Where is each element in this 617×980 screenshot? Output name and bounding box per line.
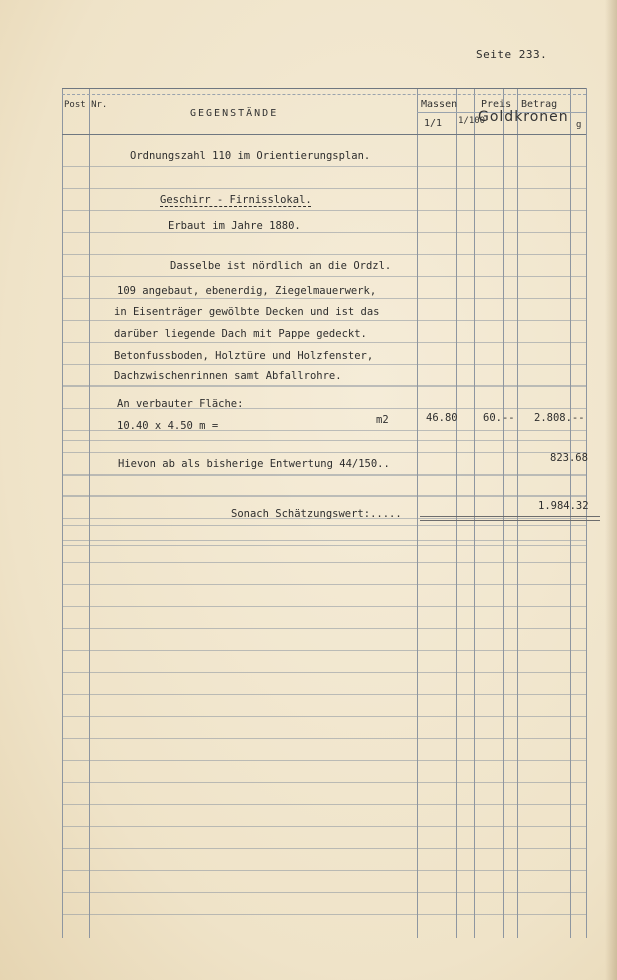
ruled-line [62,475,586,476]
post-nr-label: Post Nr. [64,100,108,110]
ruled-line [62,385,586,386]
ruled-line [62,672,586,673]
unit-m2: m2 [376,414,389,426]
description-line-6: Dachzwischenrinnen samt Abfallrohre. [114,370,342,382]
preis-value: 60.-- [483,412,515,424]
ruled-line [62,782,586,783]
erbaut-line: Erbaut im Jahre 1880. [168,220,301,232]
header-top-line [62,88,586,89]
flaeche-calculation: 10.40 x 4.50 m = [117,420,219,432]
ruled-line [62,320,586,321]
description-line-1: Dasselbe ist nördlich an die Ordzl. [170,260,392,272]
ruled-line [62,804,586,805]
flaeche-label: An verbauter Fläche: [117,398,244,410]
col-divider-post [89,88,90,938]
ordnungszahl-line: Ordnungszahl 110 im Orientierungsplan. [130,150,371,162]
betrag-g-label: g [576,120,582,130]
ruled-line [62,606,586,607]
ruled-line [62,495,586,496]
massen-sub-1: 1/1 [424,118,443,129]
schaetzungswert-label: Sonach Schätzungswert:..... [231,508,402,520]
ruled-line [62,892,586,893]
col-divider-betrag [517,88,518,938]
ruled-line [62,254,586,255]
betrag-value: 2.808.-- [534,412,585,424]
ruled-line [62,650,586,651]
ruled-line [62,364,586,365]
betrag-header: Betrag [521,99,558,110]
ruled-line [62,914,586,915]
table-border-right [586,88,587,938]
ruled-line [62,562,586,563]
gegenstaende-header: GEGENSTÄNDE [190,108,279,119]
ruled-line [62,826,586,827]
ruled-line [62,848,586,849]
massen-header: Massen [421,99,458,110]
ruled-line [62,694,586,695]
entwertung-value: 823.68 [550,452,588,464]
description-line-5: Betonfussboden, Holztüre und Holzfenster, [114,350,374,362]
description-line-3: in Eisenträger gewölbte Decken und ist das [114,306,380,318]
description-line-4: darüber liegende Dach mit Pappe gedeckt. [114,328,367,340]
ruled-line [62,276,586,277]
ruled-line [62,188,586,189]
ruled-line [62,210,586,211]
ruled-line [62,166,586,167]
page-number: Seite 233. [476,48,548,61]
ruled-line [62,232,586,233]
col-divider-betrag-sub [570,88,571,938]
ruled-line [62,628,586,629]
ruled-line [62,386,586,387]
ruled-line [62,584,586,585]
preis-header: Preis [481,99,512,110]
ruled-line [62,545,586,546]
ruled-line [62,540,586,541]
ruled-line [62,452,586,453]
schaetzungswert-value: 1.984.32 [538,500,589,512]
header-line-2 [62,94,586,95]
description-line-2: 109 angebaut, ebenerdig, Ziegelmauerwerk, [117,285,377,297]
col-divider-massen-sub [456,88,457,938]
ruled-line [62,760,586,761]
ruled-line [62,716,586,717]
ruled-line [62,298,586,299]
page-edge-shadow [605,0,617,980]
massen-sub-2: 1/100 [458,116,486,126]
goldkronen-stamp: Goldkronen [478,109,569,125]
total-double-underline [420,516,600,521]
ruled-line [62,342,586,343]
ruled-line [62,738,586,739]
ruled-line [62,440,586,441]
ruled-line [62,496,586,497]
ruled-line [62,525,586,526]
massen-value: 46.80 [426,412,458,424]
building-title: Geschirr - Firnisslokal. [160,194,312,206]
ruled-line [62,870,586,871]
table-border-left [62,88,63,938]
entwertung-label: Hievon ab als bisherige Entwertung 44/150.. [118,458,390,470]
header-bottom-line [62,134,586,135]
col-divider-preis [474,88,475,938]
col-divider-massen [417,88,418,938]
col-divider-preis-sub [503,88,504,938]
